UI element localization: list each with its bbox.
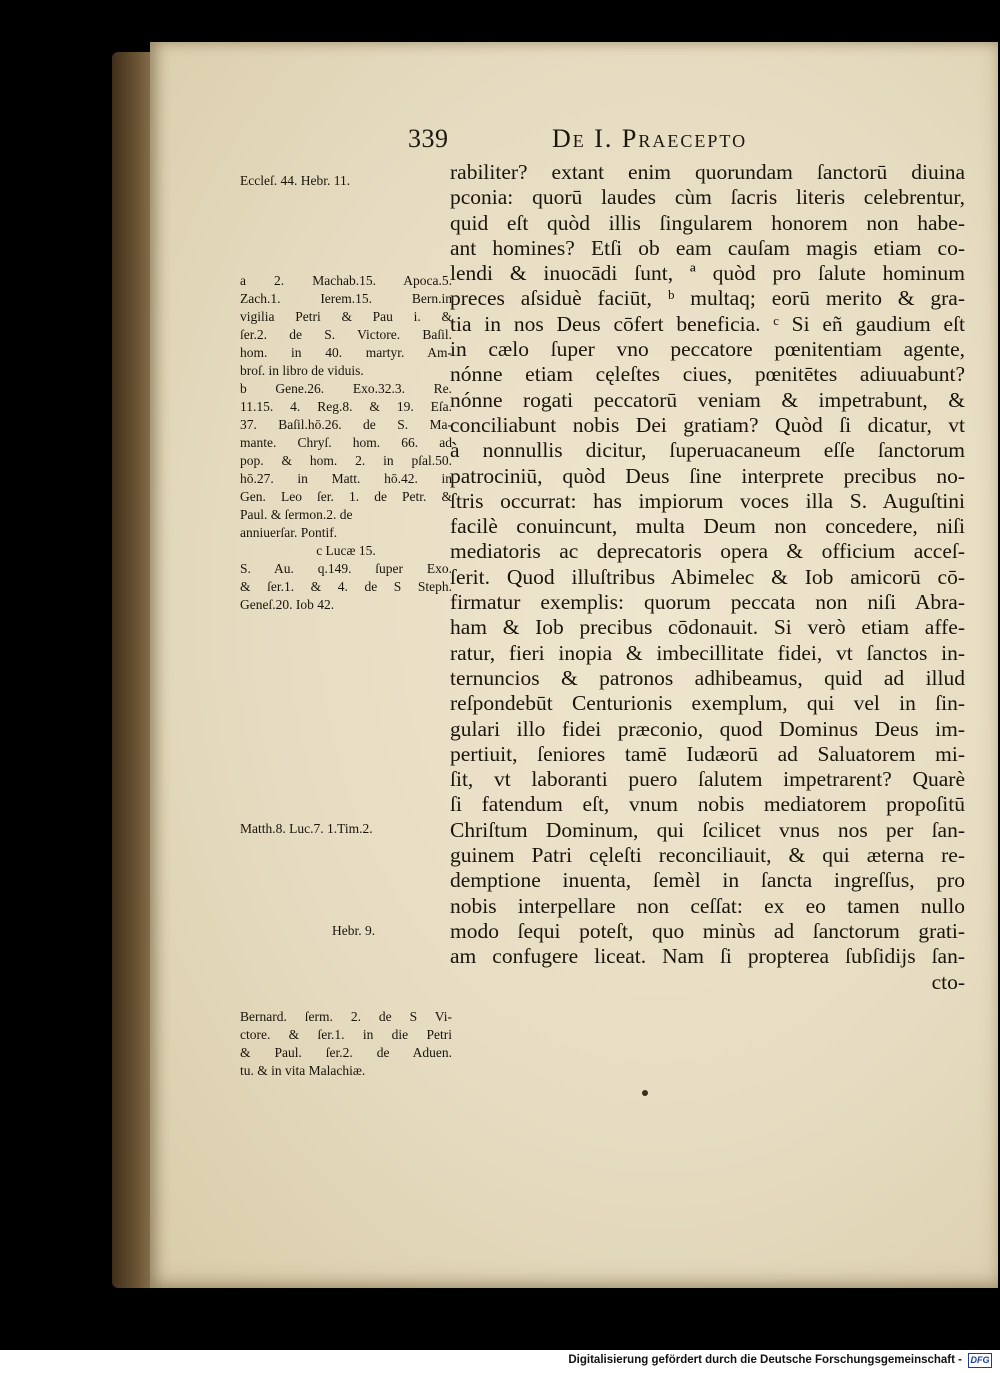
- text-line: rabiliter? extant enim quorundam ſanctorū diuina: [450, 160, 965, 184]
- text-line: nónne etiam cęleſtes ciues, pœnitētes adiuuabunt?: [450, 362, 965, 387]
- marginal-note-matthew: [240, 820, 452, 838]
- note-line: pop. & hom. 2. in pſal.50.: [240, 453, 452, 468]
- text-line: nónne rogati peccatorū veniam & impetrabunt, &: [450, 387, 965, 412]
- note-line: c Lucæ 15.: [316, 543, 376, 558]
- note-line: ſer.2. de S. Victore. Baſil.: [240, 327, 452, 342]
- main-text-block: [450, 160, 965, 995]
- note-line: S. Au. q.149. ſuper Exo.: [240, 561, 452, 576]
- text-line: in cælo ſuper vno peccatore pœnitentiam agente,: [450, 337, 965, 362]
- note-line: & Paul. ſer.2. de Aduen.: [240, 1045, 452, 1060]
- note-line: anniuerſar. Pontif.: [240, 525, 338, 540]
- text-line: patrociniū, quòd Deus ſine interprete precibus no-: [450, 463, 965, 488]
- marginal-note-references: [240, 272, 452, 614]
- text-line: ſi fatendum eſt, vnum nobis mediatorem propoſitū: [450, 792, 965, 817]
- ink-blot: [642, 1090, 648, 1096]
- text-line: quid eſt quòd illis ſingularem honorem non habe-: [450, 210, 965, 235]
- note-line: hom. in 40. martyr. Am-: [240, 345, 452, 360]
- text-line: pertiuit, ſeniores tamē Iudæorū ad Saluatorem mi-: [450, 741, 965, 766]
- text-line: tia in nos Deus cōfert beneficia. ᶜ Si eñ gaudium eſt: [450, 311, 965, 336]
- text-line: conciliabunt nobis Dei gratiam? Quòd ſi dicatur, vt: [450, 412, 965, 437]
- note-line: b Gene.26. Exo.32.3. Re.: [240, 381, 452, 396]
- note-line: & ſer.1. & 4. de S Steph.: [240, 579, 452, 594]
- note-line: mante. Chryſ. hom. 66. ad: [240, 435, 452, 450]
- text-line: demptione inuenta, ſemèl in ſancta ingreſſus, pro: [450, 868, 965, 893]
- note-line: Eccleſ. 44. Hebr. 11.: [240, 173, 351, 188]
- text-line: ſerit. Quod illuſtribus Abimelec & Iob amicorū cō-: [450, 564, 965, 589]
- book-spine-edge: [112, 52, 154, 1288]
- text-line: modo ſequi poteſt, quo minùs ad ſanctorum grati-: [450, 918, 965, 943]
- text-line: facilè conuincunt, multa Deum non concedere, niſi: [450, 514, 965, 539]
- funding-credit: Digitalisierung gefördert durch die Deutsche Forschungsgemeinschaft -: [568, 1354, 962, 1366]
- dfg-logo-icon: DFG: [968, 1353, 992, 1368]
- text-line: pconia: quorū laudes cùm ſacris literis celebrentur,: [450, 185, 965, 210]
- note-line: Gen. Leo ſer. 1. de Petr. &: [240, 489, 452, 504]
- text-line: firmatur exemplis: quorum peccata non niſi Abra-: [450, 590, 965, 615]
- note-line: Geneſ.20. Iob 42.: [240, 597, 335, 612]
- note-line: vigilia Petri & Pau i. &: [240, 309, 452, 324]
- text-line: ham & Iob precibus cōdonauit. Si verò etiam affe-: [450, 615, 965, 640]
- text-line: reſpondebūt Centurionis exemplum, qui vel in ſin-: [450, 691, 965, 716]
- text-line: ternuncios & patronos adhibeamus, quid ad illud: [450, 665, 965, 690]
- note-line: Bernard. ſerm. 2. de S Vi-: [240, 1009, 452, 1024]
- text-line: preces aſsiduè faciūt, ᵇ multaq; eorū merito & gra-: [450, 286, 965, 311]
- text-line-catchword: cto-: [931, 969, 965, 994]
- note-line: ctore. & ſer.1. in die Petri: [240, 1027, 452, 1042]
- text-line: guinem Patri cęleſti reconciliauit, & qui æterna re-: [450, 843, 965, 868]
- note-line: 11.15. 4. Reg.8. & 19. Eſa.: [240, 399, 452, 414]
- note-line: 37. Baſil.hō.26. de S. Ma-: [240, 417, 452, 432]
- note-line: Paul. & ſermon.2. de: [240, 507, 353, 522]
- note-line: Zach.1. Ierem.15. Bern.in: [240, 291, 452, 306]
- note-line: hō.27. in Matt. hō.42. in: [240, 471, 452, 486]
- marginal-note-hebrews: [332, 922, 452, 940]
- note-line: a 2. Machab.15. Apoca.5.: [240, 273, 452, 288]
- text-line: ratur, fieri inopia & imbecillitate fidei, vt ſanctos in-: [450, 640, 965, 665]
- text-line: à nonnullis dicitur, ſuperuacaneum eſſe ſanctorum: [450, 438, 965, 463]
- text-line: nobis interpellare non ceſſat: ex eo tamen nullo: [450, 893, 965, 918]
- text-line: ant homines? Etſi ob eam cauſam magis etiam co-: [450, 235, 965, 260]
- running-title: De I. Praecepto: [552, 124, 748, 153]
- text-line: Chriſtum Dominum, qui ſcilicet vnus nos per ſan-: [450, 817, 965, 842]
- text-line: mediatoris ac deprecatoris opera & officium acceſ-: [450, 539, 965, 564]
- marginal-note-ecclesiasticus: [240, 172, 452, 190]
- note-line: Hebr. 9.: [332, 923, 376, 938]
- note-line: tu. & in vita Malachiæ.: [240, 1063, 366, 1078]
- marginal-note-bernard: [240, 1008, 452, 1080]
- page-number: 339: [408, 124, 449, 153]
- note-line: Matth.8. Luc.7. 1.Tim.2.: [240, 821, 373, 836]
- text-line: lendi & inuocādi ſunt, ª quòd pro ſalute hominum: [450, 261, 965, 286]
- running-head: [408, 124, 968, 160]
- footer-bar: [0, 1350, 1000, 1373]
- text-line: am confugere liceat. Nam ſi propterea ſubſidijs ſan-: [450, 944, 965, 969]
- text-line: gulari illo fidei præconio, quod Dominus Deus im-: [450, 716, 965, 741]
- note-line: broſ. in libro de viduis.: [240, 363, 364, 378]
- text-line: ſtris occurrat: has impiorum voces illa S. Auguſtini: [450, 488, 965, 513]
- text-line: ſit, vt laboranti puero ſalutem impetrarent? Quarè: [450, 767, 965, 792]
